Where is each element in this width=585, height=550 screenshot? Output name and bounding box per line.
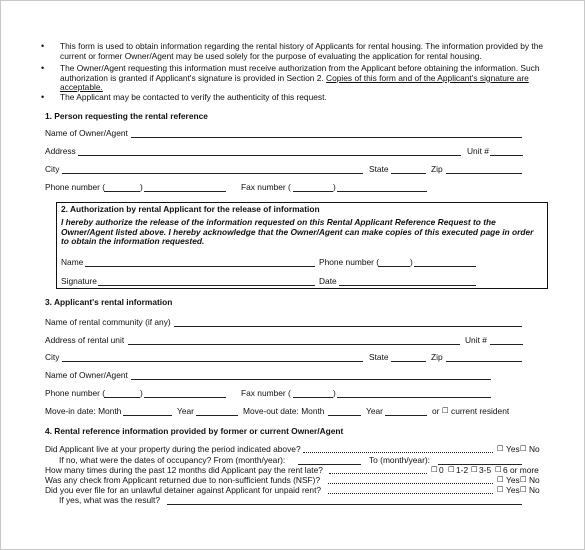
zip-label: Zip: [431, 164, 443, 174]
prev-fax-area-field[interactable]: [293, 397, 333, 398]
moveout-year-label: Year: [366, 406, 383, 416]
applicant-name-label: Name: [61, 257, 84, 267]
bullet-text-underlined: Copies of this form and of the Applicant's signature are acceptable.: [60, 72, 529, 93]
q5-yes-label: Yes: [506, 485, 520, 495]
prev-phone-label: Phone number (: [45, 388, 106, 398]
prev-owner-label: Name of Owner/Agent: [45, 370, 128, 380]
signature-field[interactable]: [98, 285, 315, 286]
q-late-payments: How many times during the past 12 months did Applicant pay the rent late?: [45, 465, 323, 475]
rental-address-field[interactable]: [128, 344, 460, 345]
leader-dots: [328, 483, 493, 484]
address-field[interactable]: [78, 155, 461, 156]
late-1-2-label: 1-2: [456, 465, 469, 475]
unit-field[interactable]: [490, 155, 523, 156]
section-1-heading: 1. Person requesting the rental reference: [45, 111, 208, 121]
moveout-month-label: Move-out date: Month: [243, 406, 325, 416]
phone-number-field[interactable]: [144, 191, 226, 192]
rental-address-label: Address of rental unit: [45, 335, 125, 345]
q5-no-label: No: [529, 485, 540, 495]
rental-community-field[interactable]: [174, 326, 522, 327]
bullet-icon: •: [41, 92, 45, 102]
prev-fax-label: Fax number (: [241, 388, 291, 398]
q4-yes-label: Yes: [506, 475, 520, 485]
unit-label: Unit #: [467, 146, 489, 156]
or-label: or: [432, 406, 440, 416]
occupancy-to-label: To (month/year):: [369, 455, 430, 465]
authorization-line-1: I hereby authorize the release of the information requested on this Rental Applicant Reference Request to the Owner/Agent listed above.: [61, 217, 496, 237]
q1-yes-checkbox[interactable]: ☐: [497, 444, 504, 453]
rental-community-label: Name of rental community (if any): [45, 317, 171, 327]
q-unlawful-detainer: Did you ever file for an unlawful detainer against Applicant for unpaid rent?: [45, 485, 322, 495]
bullet-icon: •: [41, 41, 45, 51]
section-3-heading: 3. Applicant's rental information: [45, 297, 173, 307]
bullet-icon: •: [41, 63, 45, 73]
late-0-label: 0: [439, 465, 444, 475]
bullet-text: [60, 64, 560, 93]
movein-month-label: Move-in date: Month: [45, 406, 122, 416]
phone-area-field[interactable]: [104, 191, 140, 192]
late-0-checkbox[interactable]: ☐: [431, 465, 438, 474]
movein-month-field[interactable]: [123, 415, 172, 416]
rental-city-label: City: [45, 352, 60, 362]
prev-fax-close-paren: ): [333, 388, 336, 398]
rental-zip-label: Zip: [431, 352, 443, 362]
late-6-label: 6 or more: [503, 465, 539, 475]
phone-label: Phone number (: [45, 182, 106, 192]
rental-zip-field[interactable]: [446, 361, 522, 362]
current-resident-label: current resident: [451, 406, 510, 416]
phone-close-paren: ): [140, 182, 143, 192]
signature-label: Signature: [61, 276, 97, 286]
bullet-text: This form is used to obtain information regarding the rental history of Applicants for rental housing. The information provided by the current or former Owner/Agent may be used solely for the purpose of evaluating the application for rental housing.: [60, 41, 544, 61]
q1-yes-label: Yes: [506, 444, 520, 454]
date-field[interactable]: [339, 285, 476, 286]
owner-name-field[interactable]: [131, 137, 522, 138]
state-field[interactable]: [391, 173, 426, 174]
city-label: City: [45, 164, 60, 174]
q-occupancy-dates: If no, what were the dates of occupancy? From (month/year):: [59, 455, 286, 465]
section-2-heading: 2. Authorization by rental Applicant for the release of information: [61, 204, 320, 214]
leader-dots: [303, 452, 493, 453]
current-resident-checkbox[interactable]: ☐: [442, 406, 449, 415]
movein-year-field[interactable]: [196, 415, 238, 416]
leader-dots: [329, 473, 427, 474]
moveout-month-field[interactable]: [328, 415, 361, 416]
zip-field[interactable]: [446, 173, 522, 174]
authorization-line-2: I hereby acknowledge that the Owner/Agent can make copies of this executed page in order to obtain the information requested.: [61, 226, 534, 247]
moveout-year-field[interactable]: [385, 415, 427, 416]
authorization-text: [61, 218, 539, 247]
late-3-5-label: 3-5: [479, 465, 492, 475]
fax-area-field[interactable]: [293, 191, 333, 192]
q4-yes-checkbox[interactable]: ☐: [497, 475, 504, 484]
late-3-5-checkbox[interactable]: ☐: [471, 465, 478, 474]
prev-owner-field[interactable]: [131, 379, 491, 380]
section-4-heading: 4. Rental reference information provided by former or current Owner/Agent: [45, 426, 344, 436]
rental-city-field[interactable]: [62, 361, 363, 362]
city-field[interactable]: [62, 173, 363, 174]
applicant-phone-area-field[interactable]: [378, 266, 410, 267]
applicant-name-field[interactable]: [85, 266, 315, 267]
rental-state-field[interactable]: [391, 361, 426, 362]
q-result: If yes, what was the result?: [59, 495, 161, 505]
result-field[interactable]: [167, 504, 522, 505]
q1-no-label: No: [529, 444, 540, 454]
late-6-checkbox[interactable]: ☐: [495, 465, 502, 474]
prev-phone-close-paren: ): [140, 388, 143, 398]
applicant-phone-close-paren: ): [410, 257, 413, 267]
date-label: Date: [319, 276, 337, 286]
q-lived-at-property: Did Applicant live at your property during the period indicated above?: [45, 444, 301, 454]
prev-phone-number-field[interactable]: [144, 397, 226, 398]
fax-label: Fax number (: [241, 182, 291, 192]
leader-dots: [328, 493, 493, 494]
applicant-phone-number-field[interactable]: [414, 266, 476, 267]
movein-year-label: Year: [177, 406, 194, 416]
bullet-text: The Applicant may be contacted to verify the authenticity of this request.: [60, 92, 327, 102]
late-1-2-checkbox[interactable]: ☐: [448, 465, 455, 474]
q5-no-checkbox[interactable]: ☐: [520, 485, 527, 494]
rental-unit-field[interactable]: [490, 344, 523, 345]
q-nsf-check: Was any check from Applicant returned due to non-sufficient funds (NSF)?: [45, 475, 321, 485]
address-label: Address: [45, 146, 76, 156]
q4-no-checkbox[interactable]: ☐: [520, 475, 527, 484]
prev-phone-area-field[interactable]: [104, 397, 140, 398]
q5-yes-checkbox[interactable]: ☐: [497, 485, 504, 494]
q1-no-checkbox[interactable]: ☐: [520, 444, 527, 453]
bullet-text-main: The Owner/Agent requesting this information must receive authorization from the Applicant before obtaining the information. Such authorization is granted if Applicant's signature is provided in Section 2.: [60, 63, 540, 83]
prev-fax-number-field[interactable]: [337, 397, 491, 398]
rental-state-label: State: [369, 352, 389, 362]
fax-close-paren: ): [333, 182, 336, 192]
rental-unit-label: Unit #: [465, 335, 487, 345]
state-label: State: [369, 164, 389, 174]
fax-number-field[interactable]: [337, 191, 427, 192]
owner-name-label: Name of Owner/Agent: [45, 128, 128, 138]
q4-no-label: No: [529, 475, 540, 485]
applicant-phone-label: Phone number (: [319, 257, 380, 267]
